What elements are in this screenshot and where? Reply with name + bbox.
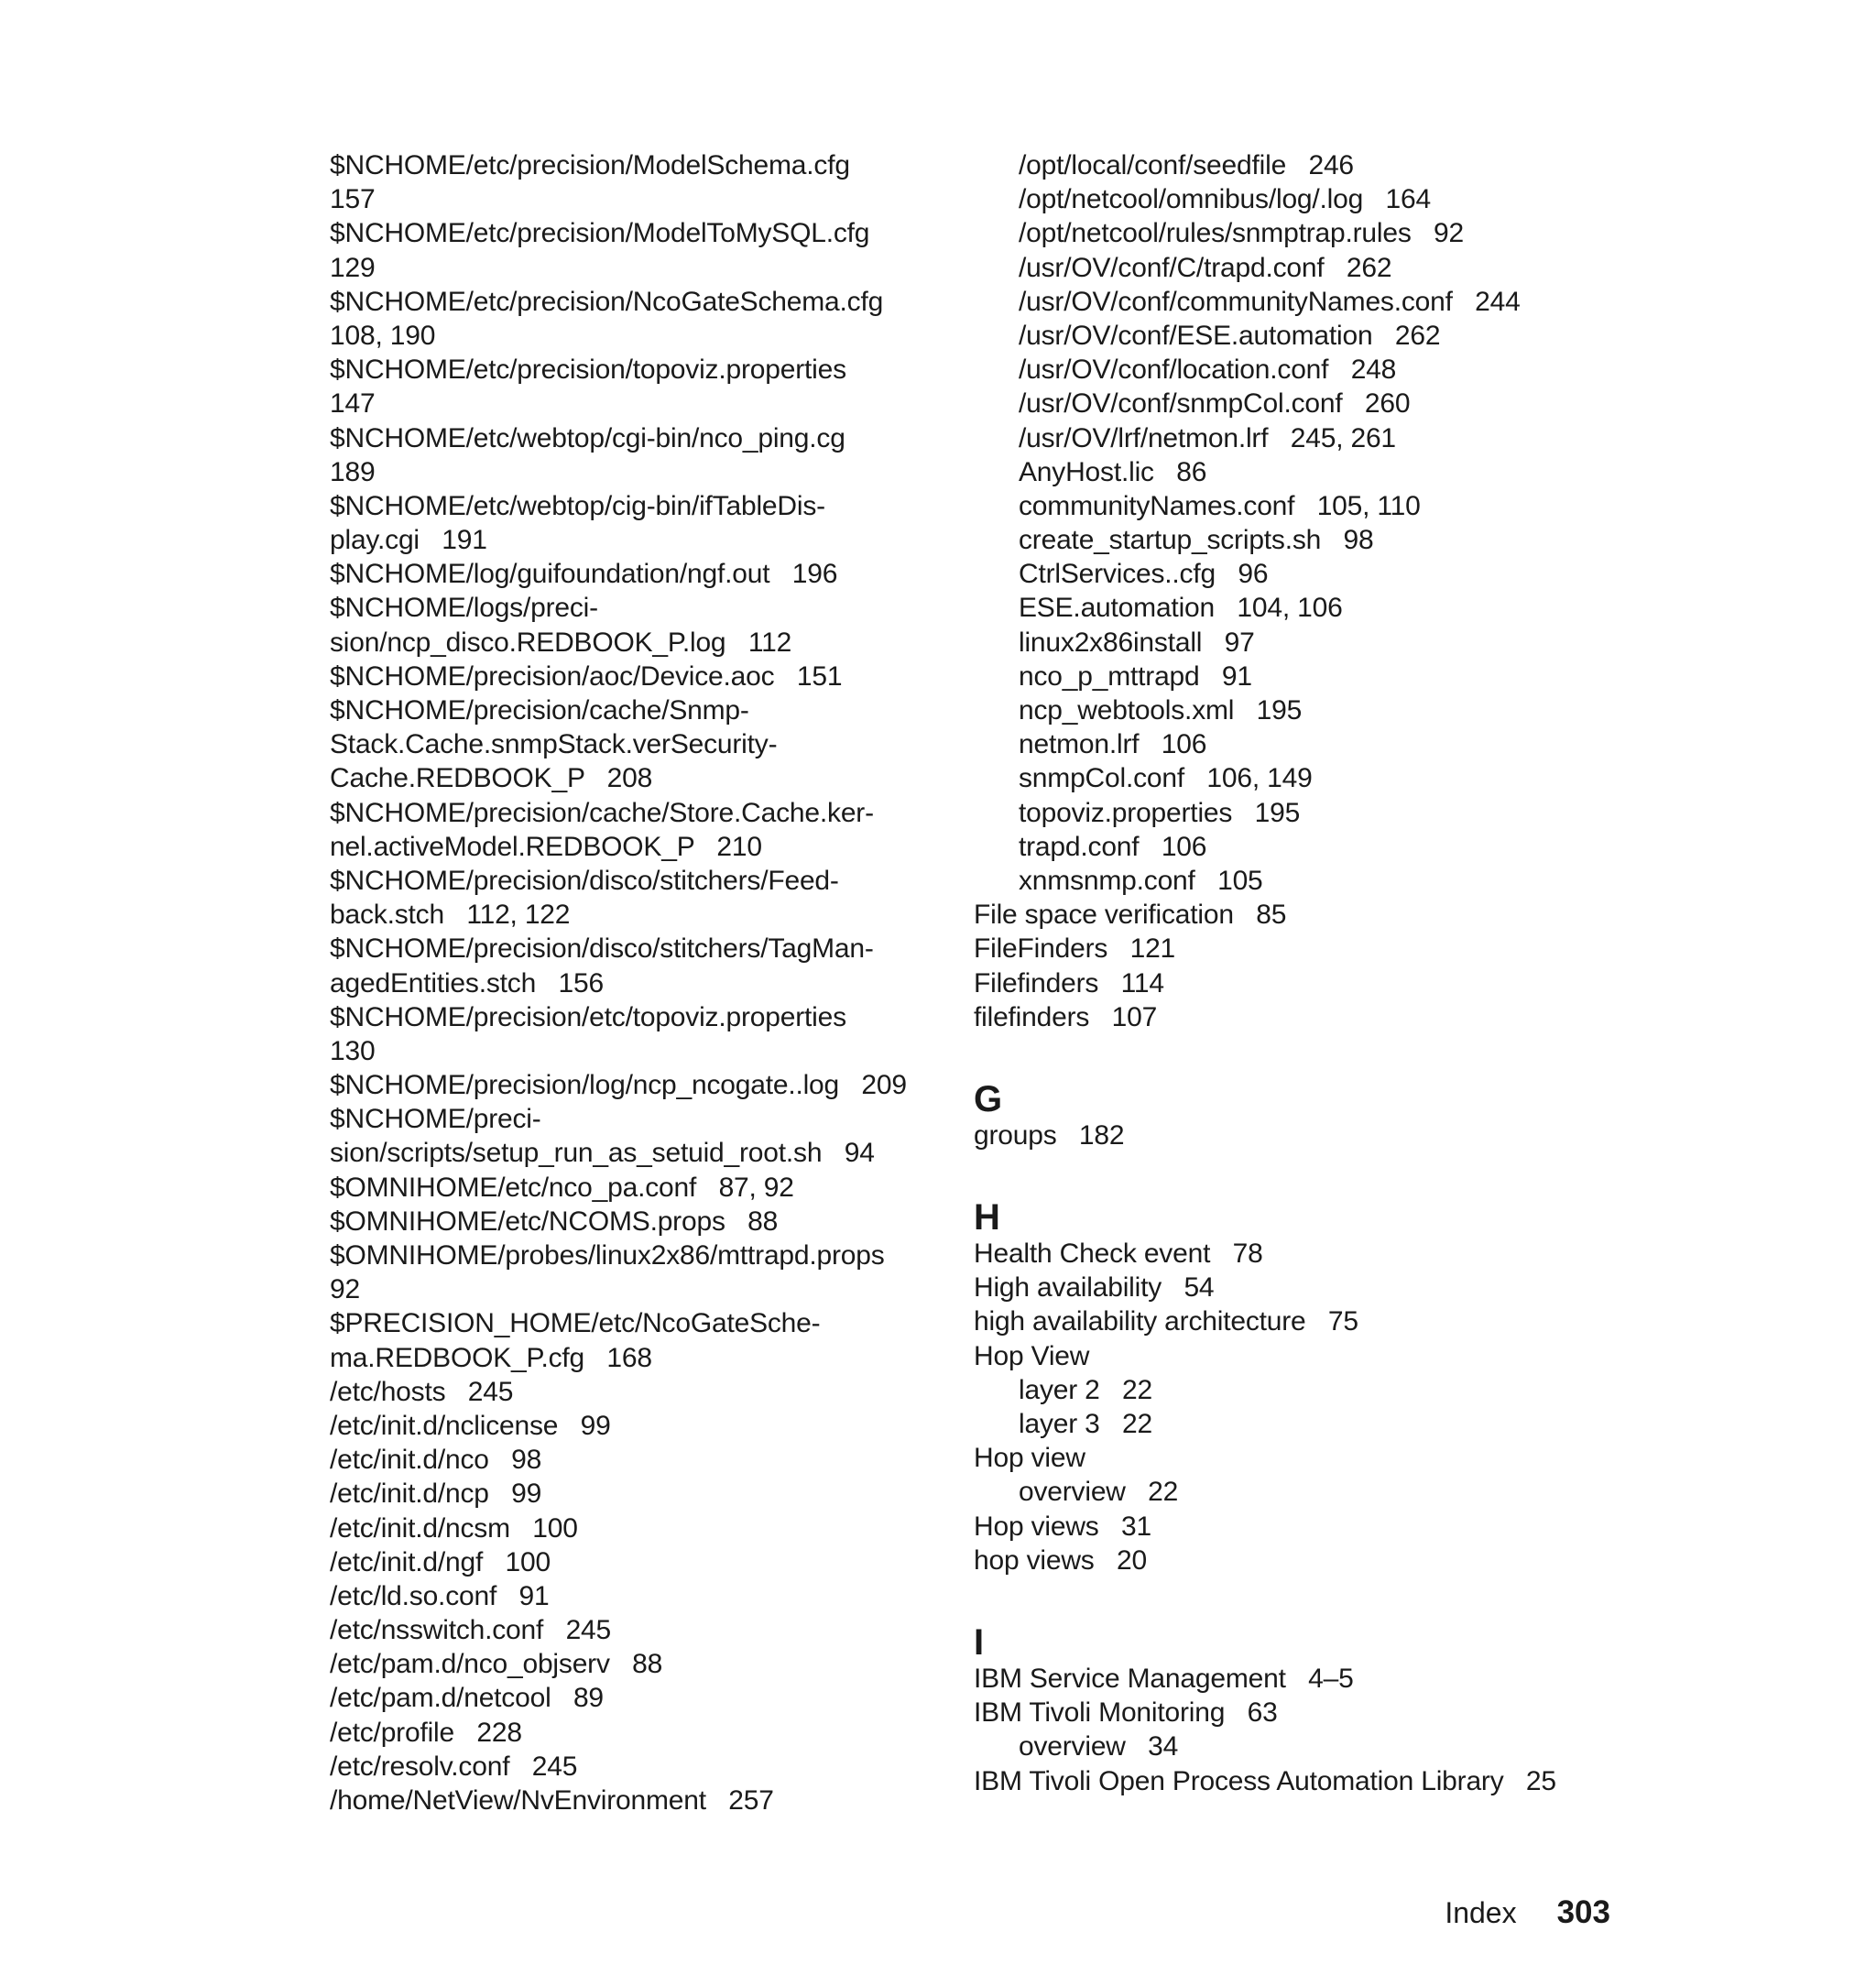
index-entry: Filefinders 114 <box>974 967 1164 998</box>
index-entry: /etc/profile 228 <box>330 1717 522 1748</box>
index-letter-heading: H <box>974 1197 1000 1239</box>
index-entry: 129 <box>330 252 376 283</box>
index-subentry: overview 34 <box>1019 1731 1179 1762</box>
index-subentry: layer 3 22 <box>1019 1409 1153 1439</box>
index-entry: Hop view <box>974 1443 1085 1474</box>
index-entry: $PRECISION_HOME/etc/NcoGateSche- <box>330 1308 821 1339</box>
index-entry: $NCHOME/precision/etc/topoviz.properties <box>330 1001 846 1032</box>
index-subentry: snmpCol.conf 106, 149 <box>1019 763 1313 794</box>
index-entry: $OMNIHOME/etc/NCOMS.props 88 <box>330 1206 779 1237</box>
index-column-right <box>974 148 1670 1798</box>
footer-section-label: Index <box>1445 1896 1517 1929</box>
index-entry: 130 <box>330 1035 376 1066</box>
index-entry: /etc/init.d/ngf 100 <box>330 1546 551 1577</box>
index-subentry: AnyHost.lic 86 <box>1019 456 1207 487</box>
index-subentry: /usr/OV/conf/C/trapd.conf 262 <box>1019 252 1392 283</box>
index-entry: /etc/ld.so.conf 91 <box>330 1580 550 1611</box>
index-entry: Cache.REDBOOK_P 208 <box>330 763 653 794</box>
index-entry: hop views 20 <box>974 1544 1147 1576</box>
index-entry: back.stch 112, 122 <box>330 900 571 931</box>
index-subentry: netmon.lrf 106 <box>1019 729 1207 760</box>
page-footer <box>1445 1894 1610 1931</box>
index-entry: $OMNIHOME/etc/nco_pa.conf 87, 92 <box>330 1172 794 1203</box>
index-subentry: /usr/OV/conf/ESE.automation 262 <box>1019 320 1441 351</box>
index-subentry: /usr/OV/conf/snmpCol.conf 260 <box>1019 388 1411 420</box>
index-entry: groups 182 <box>974 1119 1125 1151</box>
index-entry: $NCHOME/etc/precision/ModelSchema.cfg <box>330 150 850 180</box>
index-entry: $NCHOME/precision/disco/stitchers/TagMan- <box>330 933 874 965</box>
index-entry: High availability 54 <box>974 1272 1215 1304</box>
index-subentry: topoviz.properties 195 <box>1019 797 1301 828</box>
index-entry: Stack.Cache.snmpStack.verSecurity- <box>330 729 778 760</box>
index-entry: sion/scripts/setup_run_as_setuid_root.sh 94 <box>330 1138 875 1169</box>
index-letter-heading: I <box>974 1621 985 1663</box>
index-entry: 108, 190 <box>330 320 436 351</box>
index-entry: Hop View <box>974 1340 1090 1371</box>
index-entry: Hop views 31 <box>974 1511 1151 1542</box>
index-entry: /etc/pam.d/nco_objserv 88 <box>330 1649 663 1680</box>
index-subentry: trapd.conf 106 <box>1019 831 1207 862</box>
index-entry: IBM Tivoli Monitoring 63 <box>974 1697 1278 1729</box>
index-column-left <box>330 148 934 1817</box>
index-entry: filefinders 107 <box>974 1001 1158 1032</box>
index-entry: /etc/init.d/ncp 99 <box>330 1479 542 1510</box>
index-entry: 147 <box>330 388 376 420</box>
index-subentry: linux2x86install 97 <box>1019 627 1255 658</box>
index-subentry: create_startup_scripts.sh 98 <box>1019 525 1374 556</box>
index-entry: $OMNIHOME/probes/linux2x86/mttrapd.props <box>330 1240 885 1271</box>
index-subentry: /usr/OV/conf/communityNames.conf 244 <box>1019 286 1521 317</box>
index-entry: $NCHOME/precision/aoc/Device.aoc 151 <box>330 660 843 692</box>
index-entry: $NCHOME/preci- <box>330 1104 541 1135</box>
index-entry: /etc/init.d/ncsm 100 <box>330 1512 578 1544</box>
index-entry: nel.activeModel.REDBOOK_P 210 <box>330 831 762 862</box>
index-subentry: /usr/OV/conf/location.conf 248 <box>1019 355 1397 386</box>
page-number: 303 <box>1556 1894 1610 1930</box>
index-subentry: communityNames.conf 105, 110 <box>1019 490 1421 521</box>
index-entry: File space verification 85 <box>974 900 1287 931</box>
index-entry: $NCHOME/etc/precision/NcoGateSchema.cfg <box>330 286 884 317</box>
index-entry: /etc/nsswitch.conf 245 <box>330 1615 612 1646</box>
index-entry: /etc/resolv.conf 245 <box>330 1751 578 1782</box>
index-entry: $NCHOME/precision/cache/Store.Cache.ker- <box>330 797 874 828</box>
index-subentry: /opt/netcool/rules/snmptrap.rules 92 <box>1019 218 1464 249</box>
index-subentry: ESE.automation 104, 106 <box>1019 593 1343 624</box>
index-entry: ma.REDBOOK_P.cfg 168 <box>330 1342 652 1373</box>
index-entry: sion/ncp_disco.REDBOOK_P.log 112 <box>330 627 792 658</box>
index-entry: /home/NetView/NvEnvironment 257 <box>330 1785 774 1816</box>
index-entry: /etc/hosts 245 <box>330 1376 514 1407</box>
index-entry: $NCHOME/logs/preci- <box>330 593 598 624</box>
index-subentry: /opt/netcool/omnibus/log/.log 164 <box>1019 184 1431 215</box>
index-entry: $NCHOME/etc/precision/ModelToMySQL.cfg <box>330 218 870 249</box>
index-entry: play.cgi 191 <box>330 525 487 556</box>
index-entry: high availability architecture 75 <box>974 1306 1358 1337</box>
index-entry: $NCHOME/etc/precision/topoviz.properties <box>330 355 846 386</box>
index-subentry: xnmsnmp.conf 105 <box>1019 865 1263 896</box>
index-entry: $NCHOME/precision/cache/Snmp- <box>330 695 749 726</box>
index-entry: agedEntities.stch 156 <box>330 967 604 998</box>
index-entry: FileFinders 121 <box>974 933 1176 965</box>
index-entry: 92 <box>330 1274 360 1305</box>
index-entry: Health Check event 78 <box>974 1239 1263 1270</box>
index-subentry: nco_p_mttrapd 91 <box>1019 660 1252 692</box>
index-entry: /etc/init.d/nco 98 <box>330 1445 542 1476</box>
index-entry: /etc/pam.d/netcool 89 <box>330 1683 604 1714</box>
index-letter-heading: G <box>974 1078 1003 1119</box>
index-entry: $NCHOME/precision/log/ncp_ncogate..log 209 <box>330 1070 907 1101</box>
index-subentry: ncp_webtools.xml 195 <box>1019 695 1303 726</box>
index-entry: $NCHOME/log/guifoundation/ngf.out 196 <box>330 559 838 590</box>
index-entry: /etc/init.d/nclicense 99 <box>330 1410 611 1441</box>
index-entry: 157 <box>330 184 376 215</box>
index-subentry: /usr/OV/lrf/netmon.lrf 245, 261 <box>1019 422 1396 453</box>
index-entry: IBM Tivoli Open Process Automation Library 25 <box>974 1765 1556 1796</box>
index-entry: $NCHOME/precision/disco/stitchers/Feed- <box>330 865 839 896</box>
index-entry: $NCHOME/etc/webtop/cgi-bin/nco_ping.cg <box>330 422 845 453</box>
index-entry: $NCHOME/etc/webtop/cig-bin/ifTableDis- <box>330 490 825 521</box>
index-subentry: layer 2 22 <box>1019 1374 1153 1405</box>
index-subentry: CtrlServices..cfg 96 <box>1019 559 1269 590</box>
index-entry: IBM Service Management 4–5 <box>974 1663 1354 1694</box>
index-entry: 189 <box>330 456 376 487</box>
index-subentry: overview 22 <box>1019 1477 1179 1508</box>
index-subentry: /opt/local/conf/seedfile 246 <box>1019 150 1354 180</box>
